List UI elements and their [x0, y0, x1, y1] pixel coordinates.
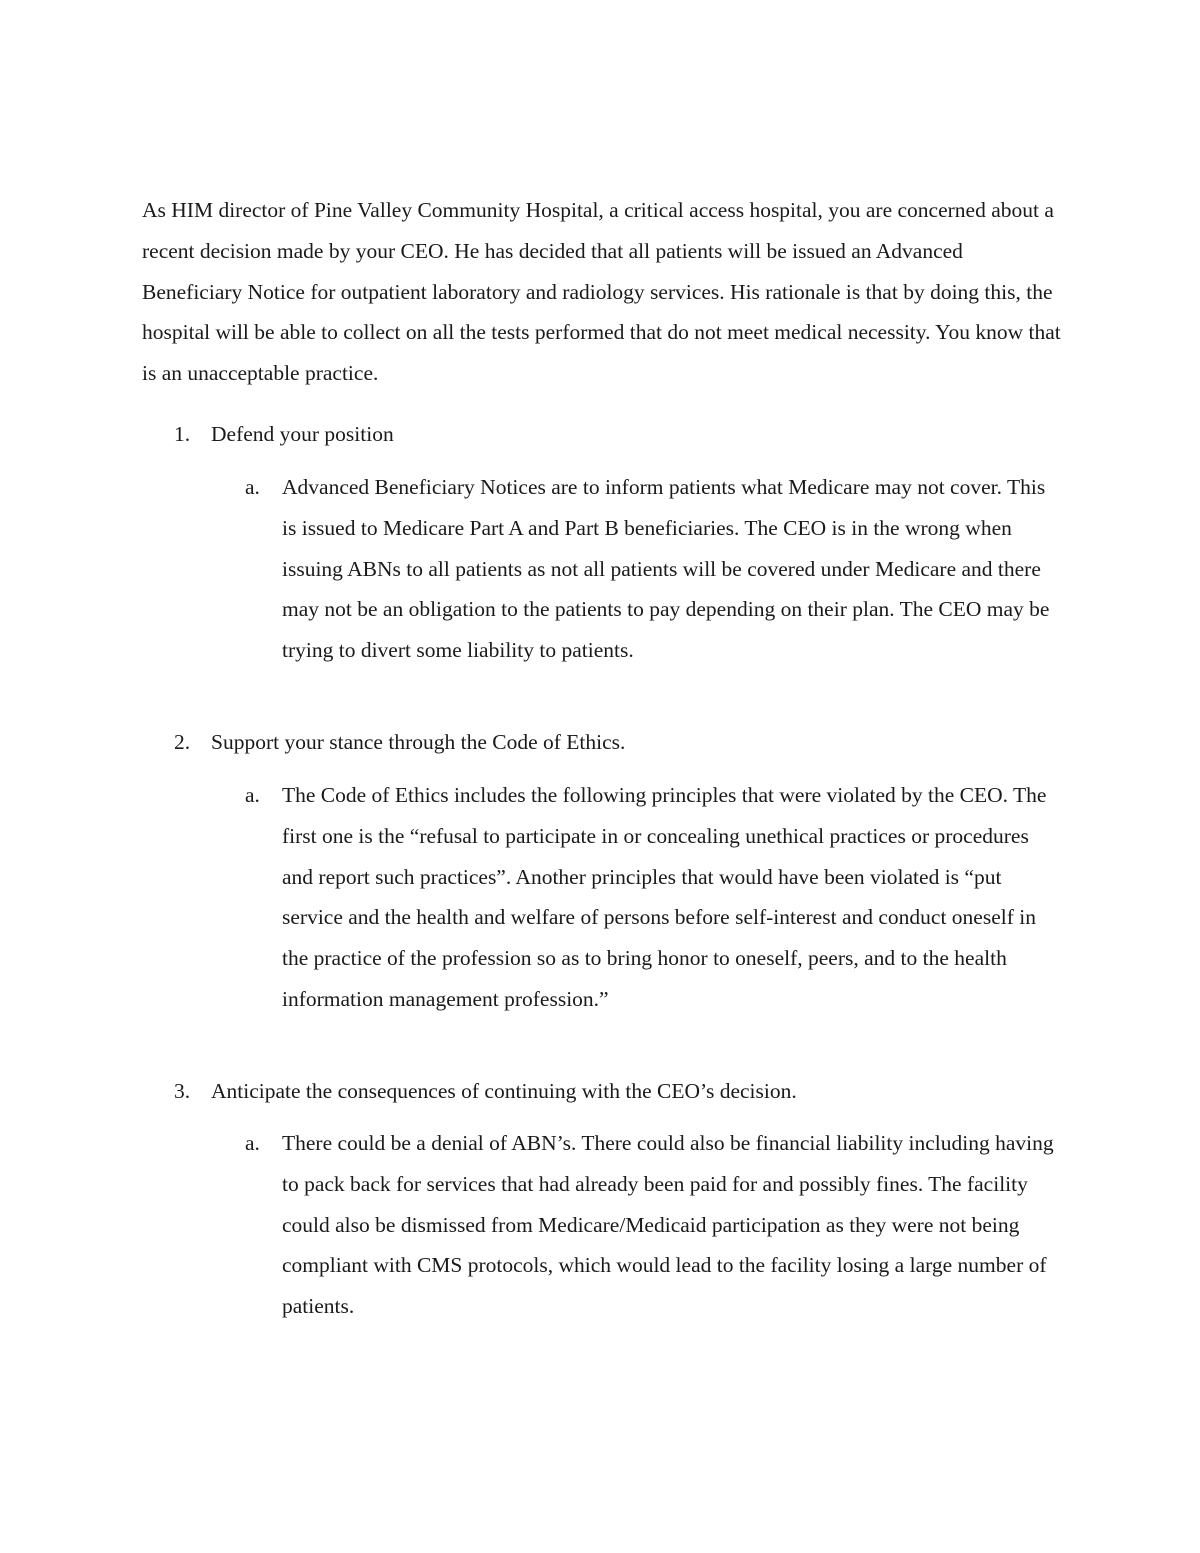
answer-letter: a.: [245, 783, 260, 807]
answer-text: The Code of Ethics includes the following principles that were violated by the CEO. The first one is the “refusal to participate in or concealing unethical practices or procedures and report such practices”. Another principles that would have been violated is “put service and the health and welfare of persons before self-interest and conduct oneself in the practice of the profession so as to bring honor to oneself, peers, and to the health information management profession.”: [282, 783, 1047, 1011]
question-number: 1.: [174, 422, 191, 446]
question-number: 3.: [174, 1079, 191, 1103]
intro-paragraph: As HIM director of Pine Valley Community Hospital, a critical access hospital, you are concerned about a recent decision made by your CEO. He has decided that all patients will be issued an Advanced Beneficiary Notice for outpatient laboratory and radiology services. His rationale is that by doing this, the hospital will be able to collect on all the tests performed that do not meet medical necessity. You know that is an unacceptable practice.: [142, 198, 1061, 386]
question-text: Support your stance through the Code of Ethics.: [211, 730, 626, 754]
question-number: 2.: [174, 730, 191, 754]
question-text: Defend your position: [211, 422, 394, 446]
answer-text: There could be a denial of ABN’s. There could also be financial liability including having to pack back for services that had already been paid for and possibly fines. The facility could also be dismissed from Medicare/Medicaid participation as they were not being compliant with CMS protocols, which would lead to the facility losing a large number of patients.: [282, 1131, 1054, 1319]
answer-letter: a.: [245, 1131, 260, 1155]
answer-text: Advanced Beneficiary Notices are to inform patients what Medicare may not cover. This is issued to Medicare Part A and Part B beneficiaries. The CEO is in the wrong when issuing ABNs to all patients as not all patients will be covered under Medicare and there may not be an obligation to the patients to pay depending on their plan. The CEO may be trying to divert some liability to patients.: [282, 475, 1050, 663]
question-text: Anticipate the consequences of continuing with the CEO’s decision.: [211, 1079, 797, 1103]
answer-letter: a.: [245, 475, 260, 499]
